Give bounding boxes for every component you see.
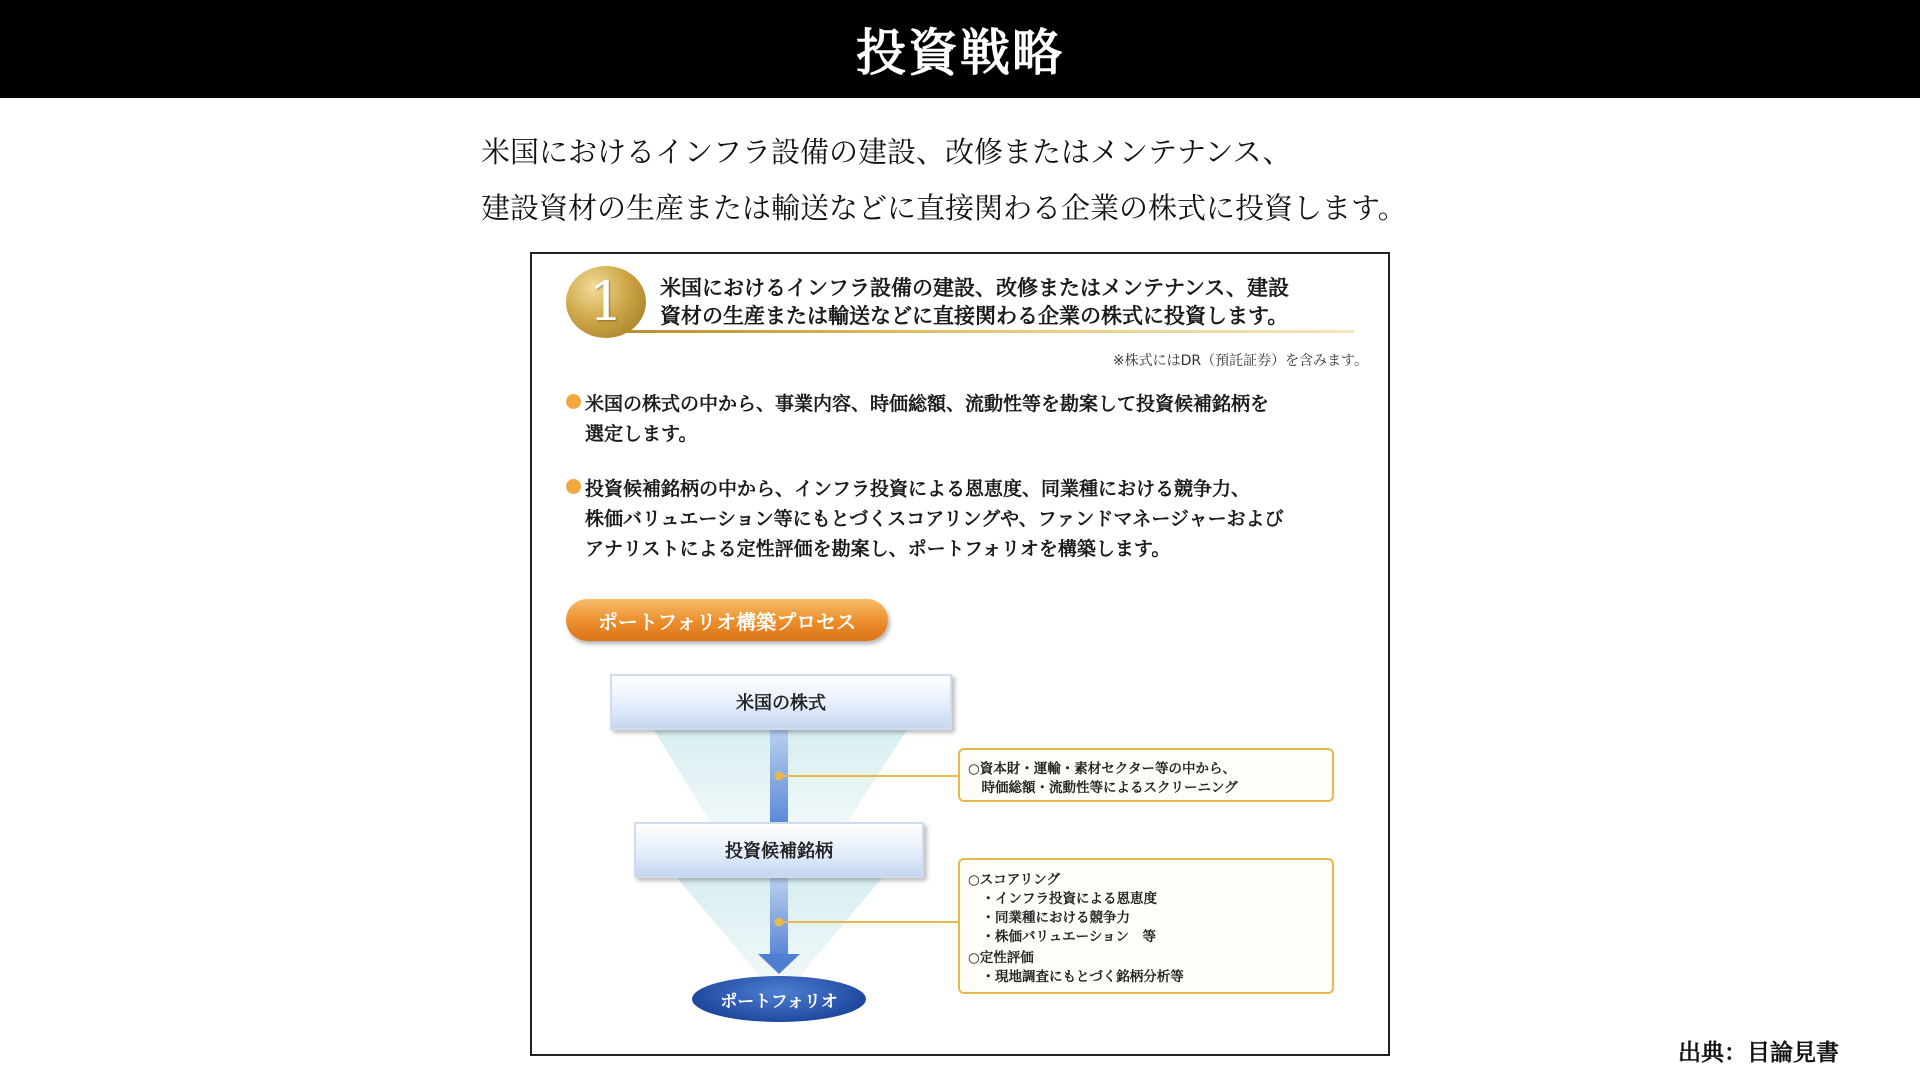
note-line: ○定性評価	[968, 950, 1034, 966]
bullet-text: 米国の株式の中から、事業内容、時価総額、流動性等を勘案して投資候補銘柄を	[585, 393, 1270, 415]
note-line: ・インフラ投資による恩恵度	[968, 891, 1157, 907]
note-line: ・同業種における競争力	[968, 910, 1130, 926]
prospectus-excerpt	[530, 252, 1390, 1056]
flow-shaft-lower	[770, 878, 788, 954]
strategy-heading-line-1: 米国におけるインフラ設備の建設、改修またはメンテナンス、建設	[660, 276, 1289, 300]
title-bar	[0, 0, 1920, 98]
note-line: ・株価バリュエーション 等	[968, 929, 1157, 945]
note-line: ○資本財・運輸・素材セクター等の中から、	[968, 761, 1237, 777]
bullet-text: アナリストによる定性評価を勘案し、ポートフォリオを構築します。	[585, 538, 1171, 560]
note-line: ○スコアリング	[968, 872, 1060, 888]
bullet-text: 選定します。	[585, 423, 698, 445]
evaluation-note	[958, 858, 1334, 994]
connector-dot-2	[775, 918, 784, 927]
bullet-text: 株価バリュエーション等にもとづくスコアリングや、ファンドマネージャーおよび	[585, 508, 1284, 530]
badge-number: 1	[588, 270, 624, 333]
strategy-heading-line-2: 資材の生産または輸送などに直接関わる企業の株式に投資します。	[660, 304, 1289, 328]
stage-candidate-stocks	[634, 822, 924, 878]
stage-portfolio	[692, 976, 866, 1022]
intro-line-1: 米国におけるインフラ設備の建設、改修またはメンテナンス、	[481, 135, 1292, 169]
page-title: 投資戦略	[856, 24, 1064, 82]
bullet-text: 投資候補銘柄の中から、インフラ投資による恩恵度、同業種における競争力、	[585, 478, 1251, 500]
connector-dot-1	[775, 772, 784, 781]
screening-note	[958, 748, 1334, 802]
note-line: ・現地調査にもとづく銘柄分析等	[968, 969, 1184, 985]
stage-portfolio-label: ポートフォリオ	[720, 991, 838, 1012]
stage-candidate-stocks-label: 投資候補銘柄	[725, 841, 833, 862]
source-citation: 出典：目論見書	[1678, 1040, 1839, 1066]
intro-line-2: 建設資材の生産または輸送などに直接関わる企業の株式に投資します。	[481, 191, 1407, 225]
note-line: 時価総額・流動性等によるスクリーニング	[968, 780, 1238, 796]
stage-us-equities-label: 米国の株式	[736, 693, 826, 714]
footnote: ※株式にはDR（預託証券）を含みます。	[1112, 353, 1368, 369]
process-label: ポートフォリオ構築プロセス	[597, 609, 857, 634]
stage-us-equities	[610, 674, 952, 730]
